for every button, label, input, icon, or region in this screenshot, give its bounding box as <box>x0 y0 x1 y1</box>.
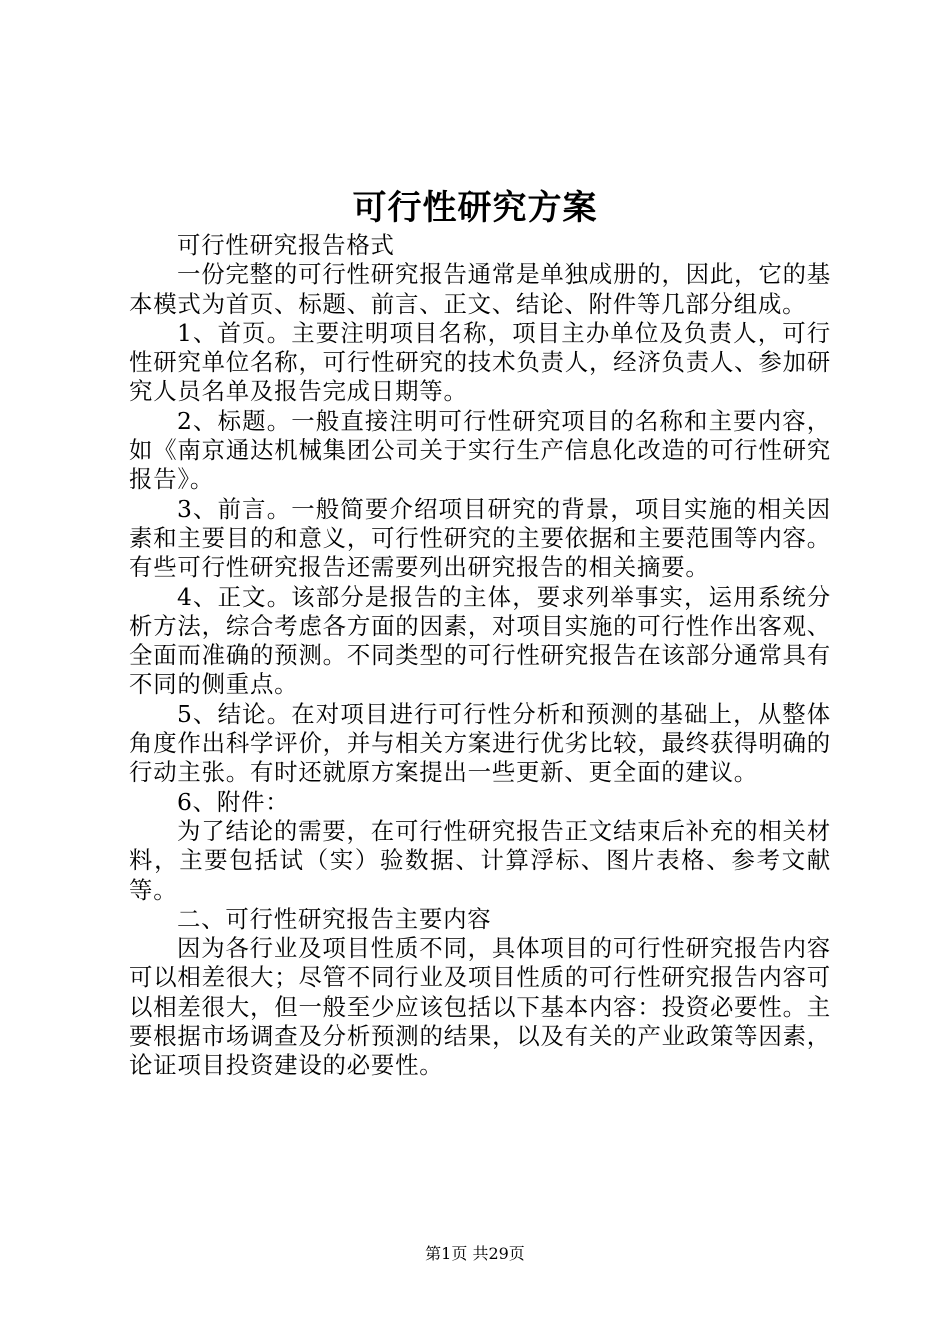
paragraph-title-section: 2、标题。一般直接注明可行性研究项目的名称和主要内容，如《南京通达机械集团公司关于实行生产信息化改造的可行性研究报告》。 <box>129 406 831 494</box>
paragraph-cover-page: 1、首页。主要注明项目名称，项目主办单位及负责人，可行性研究单位名称，可行性研究的技术负责人，经济负责人、参加研究人员名单及报告完成日期等。 <box>129 318 831 406</box>
paragraph-main-body: 4、正文。该部分是报告的主体，要求列举事实，运用系统分析方法，综合考虑各方面的因素，对项目实施的可行性作出客观、全面而准确的预测。不同类型的可行性研究报告在该部分通常具有不同的侧重点。 <box>129 582 831 699</box>
paragraph-appendix: 为了结论的需要，在可行性研究报告正文结束后补充的相关材料，主要包括试（实）验数据、计算浮标、图片表格、参考文献等。 <box>129 816 831 904</box>
paragraph-main-content: 因为各行业及项目性质不同，具体项目的可行性研究报告内容可以相差很大；尽管不同行业及项目性质的可行性研究报告内容可以相差很大，但一般至少应该包括以下基本内容：投资必要性。主要根据市场调查及分析预测的结果，以及有关的产业政策等因素，论证项目投资建设的必要性。 <box>129 934 831 1080</box>
paragraph-appendix-heading: 6、附件： <box>177 787 290 816</box>
paragraph-conclusion: 5、结论。在对项目进行可行性分析和预测的基础上，从整体角度作出科学评价，并与相关方案进行优劣比较，最终获得明确的行动主张。有时还就原方案提出一些更新、更全面的建议。 <box>129 699 831 787</box>
paragraph-preface: 3、前言。一般简要介绍项目研究的背景，项目实施的相关因素和主要目的和意义，可行性研究的主要依据和主要范围等内容。有些可行性研究报告还需要列出研究报告的相关摘要。 <box>129 494 831 582</box>
paragraph-report-format-heading: 可行性研究报告格式 <box>177 231 395 259</box>
document-title: 可行性研究方案 <box>352 188 598 228</box>
document-body <box>129 231 831 1081</box>
paragraph-intro: 一份完整的可行性研究报告通常是单独成册的，因此，它的基本模式为首页、标题、前言、正文、结论、附件等几部分组成。 <box>129 260 831 318</box>
page-footer: 第1页 共29页 <box>425 1244 525 1263</box>
section-heading-main-content: 二、可行性研究报告主要内容 <box>177 904 492 933</box>
